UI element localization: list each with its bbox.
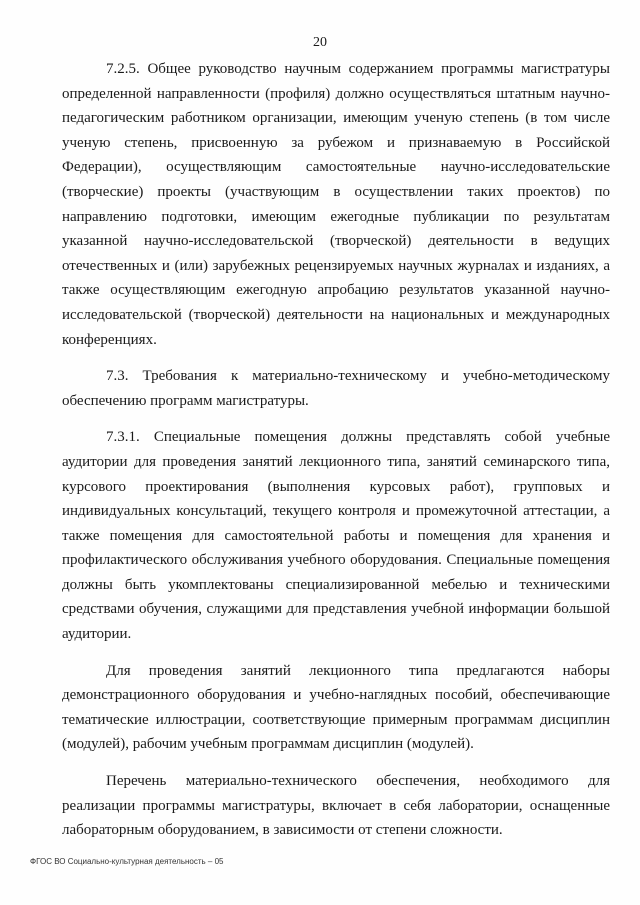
paragraph-7-3-1: 7.3.1. Специальные помещения должны представлять собой учебные аудитории для проведения занятий лекционного типа, занятий семинарского типа, курсового проектирования (выполнения курсовых работ), групповых и индивидуальных консультаций, текущего контроля и промежуточной аттестации, а также помещения для самостоятельной работы и помещения для хранения и профилактического обслуживания учебного оборудования. Специальные помещения должны быть укомплектованы специализированной мебелью и техническими средствами обучения, служащими для представления учебной информации большой аудитории.: [62, 429, 610, 643]
paragraph-equipment-list: Перечень материально-технического обеспечения, необходимого для реализации программы магистратуры, включает в себя лаборатории, оснащенные лабораторным оборудованием, в зависимости от степени сложности.: [62, 773, 610, 839]
footer-label: ФГОС ВО Социально-культурная деятельность – 05: [30, 857, 224, 866]
paragraph-7-3: 7.3. Требования к материально-техническому и учебно-методическому обеспечению программ магистратуры.: [62, 368, 610, 409]
page-number: 20: [313, 35, 327, 50]
document-body: [62, 57, 610, 847]
paragraph-7-2-5: 7.2.5. Общее руководство научным содержанием программы магистратуры определенной направленности (профиля) должно осуществляться штатным научно-педагогическим работником организации, имеющим ученую степень (в том числе ученую степень, присвоенную за рубежом и признаваемую в Российской Федерации), осуществляющим самостоятельные научно-исследовательские (творческие) проекты (участвующим в осуществлении таких проектов) по направлению подготовки, имеющим ежегодные публикации по результатам указанной научно-исследовательской (творческой) деятельности в ведущих отечественных и (или) зарубежных рецензируемых научных журналах и изданиях, а также осуществляющим ежегодную апробацию результатов указанной научно-исследовательской (творческой) деятельности на национальных и международных конференциях.: [62, 61, 610, 348]
paragraph-lecture-equipment: Для проведения занятий лекционного типа предлагаются наборы демонстрационного оборудования и учебно-наглядных пособий, обеспечивающие тематические иллюстрации, соответствующие примерным программам дисциплин (модулей), рабочим учебным программам дисциплин (модулей).: [62, 662, 610, 753]
